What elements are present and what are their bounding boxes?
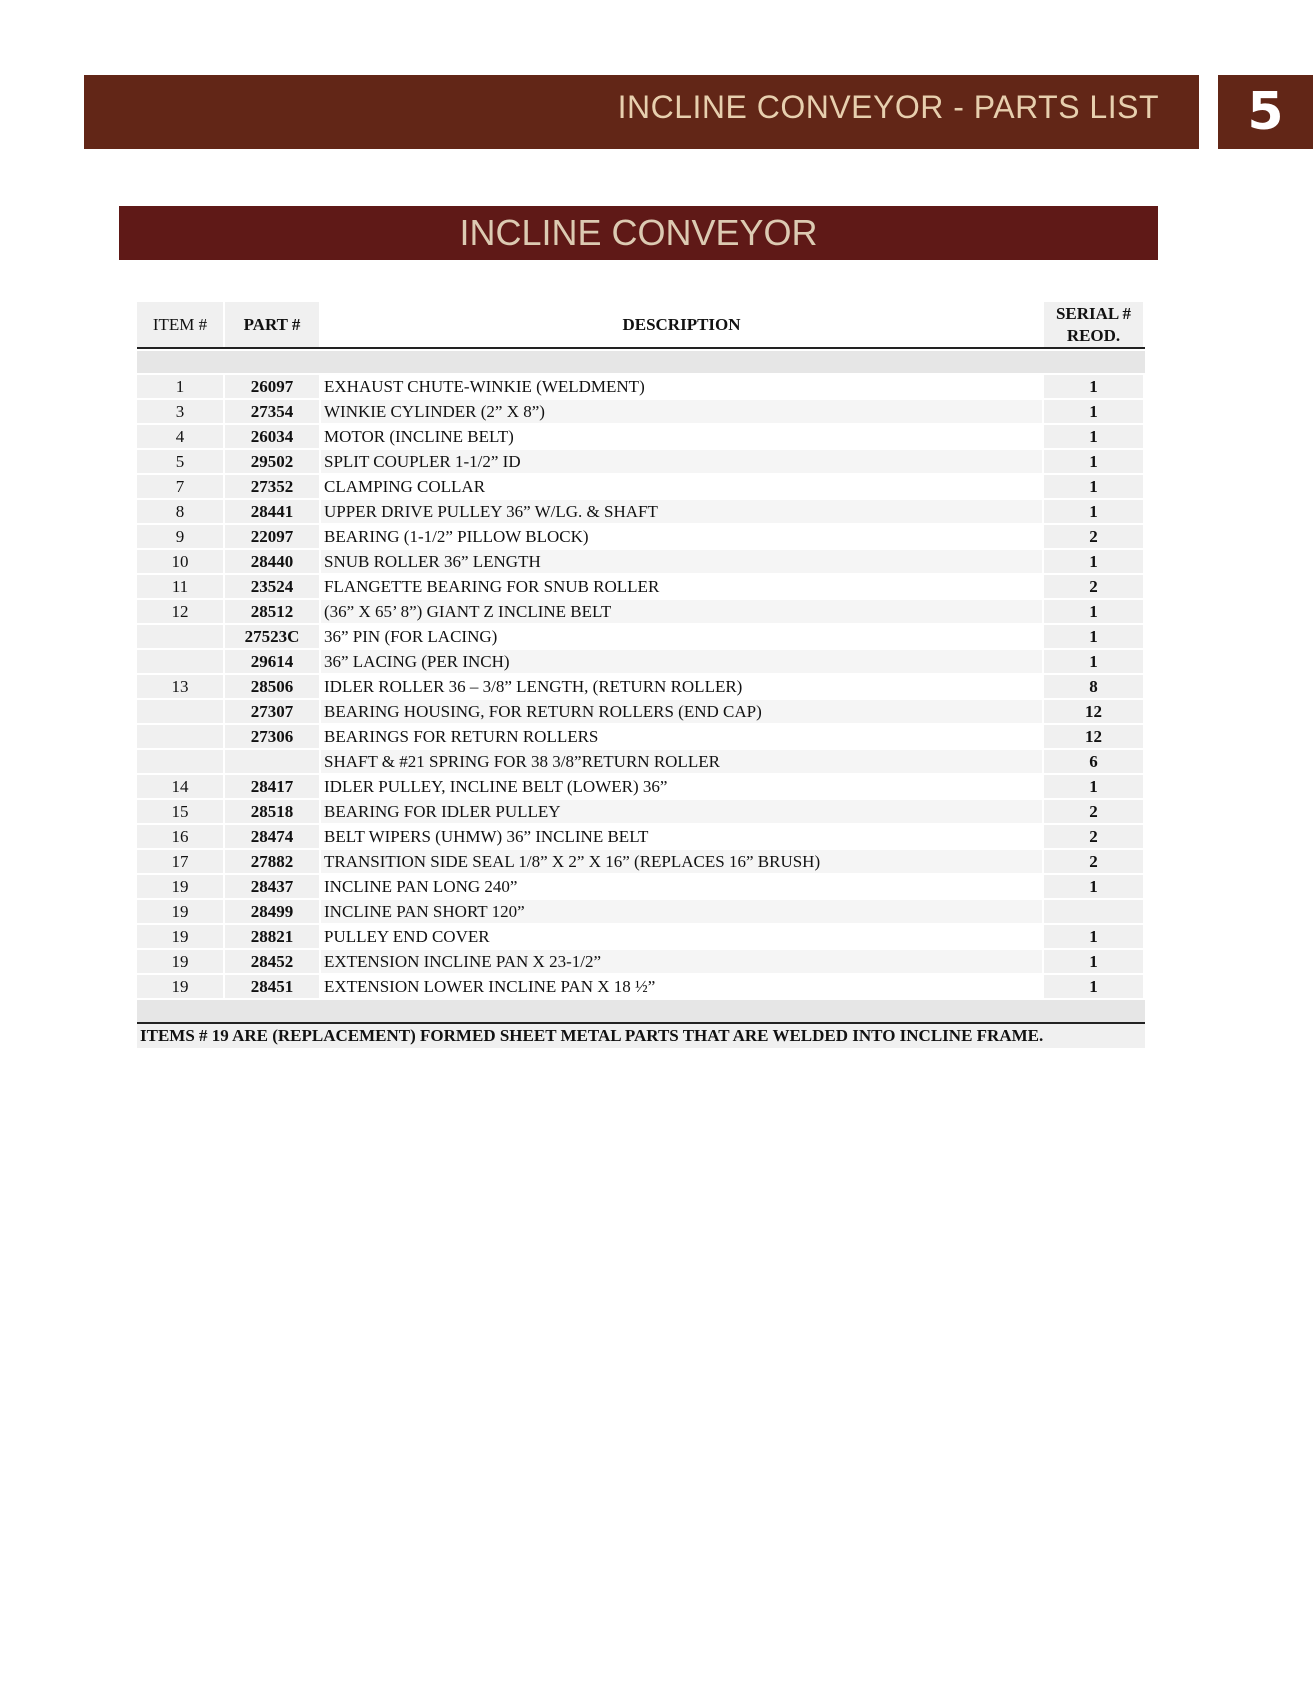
table-spacer-bottom bbox=[137, 1000, 1145, 1024]
table-row bbox=[137, 375, 1145, 398]
header-bar bbox=[84, 75, 1199, 149]
cell-part: 28474 bbox=[225, 825, 319, 848]
cell-description: SNUB ROLLER 36” LENGTH bbox=[321, 550, 1042, 573]
table-row bbox=[137, 600, 1145, 623]
cell-item bbox=[137, 750, 223, 773]
cell-item: 9 bbox=[137, 525, 223, 548]
cell-description: SPLIT COUPLER 1-1/2” ID bbox=[321, 450, 1042, 473]
cell-item: 8 bbox=[137, 500, 223, 523]
cell-description: BEARING (1-1/2” PILLOW BLOCK) bbox=[321, 525, 1042, 548]
cell-item bbox=[137, 725, 223, 748]
table-row bbox=[137, 950, 1145, 973]
column-header-serial-line2: REOD. bbox=[1066, 325, 1121, 345]
cell-item: 7 bbox=[137, 475, 223, 498]
cell-item bbox=[137, 700, 223, 723]
cell-qty: 1 bbox=[1044, 425, 1143, 448]
table-row bbox=[137, 450, 1145, 473]
table-row bbox=[137, 475, 1145, 498]
cell-part: 27307 bbox=[225, 700, 319, 723]
cell-part: 27352 bbox=[225, 475, 319, 498]
table-row bbox=[137, 625, 1145, 648]
cell-description: 36” PIN (FOR LACING) bbox=[321, 625, 1042, 648]
cell-description: BEARINGS FOR RETURN ROLLERS bbox=[321, 725, 1042, 748]
cell-qty: 2 bbox=[1044, 525, 1143, 548]
cell-description: PULLEY END COVER bbox=[321, 925, 1042, 948]
cell-item: 15 bbox=[137, 800, 223, 823]
table-body bbox=[137, 375, 1145, 998]
cell-qty: 8 bbox=[1044, 675, 1143, 698]
table-row bbox=[137, 875, 1145, 898]
cell-qty: 2 bbox=[1044, 800, 1143, 823]
cell-item: 13 bbox=[137, 675, 223, 698]
table-row bbox=[137, 525, 1145, 548]
table-row bbox=[137, 975, 1145, 998]
cell-qty: 1 bbox=[1044, 875, 1143, 898]
table-row bbox=[137, 750, 1145, 773]
cell-qty: 12 bbox=[1044, 725, 1143, 748]
cell-description: FLANGETTE BEARING FOR SNUB ROLLER bbox=[321, 575, 1042, 598]
cell-part: 27306 bbox=[225, 725, 319, 748]
table-footnote: ITEMS # 19 ARE (REPLACEMENT) FORMED SHEET METAL PARTS THAT ARE WELDED INTO INCLINE FRAME. bbox=[137, 1024, 1145, 1048]
cell-part: 23524 bbox=[225, 575, 319, 598]
cell-part: 26034 bbox=[225, 425, 319, 448]
cell-item: 12 bbox=[137, 600, 223, 623]
page-title: INCLINE CONVEYOR - PARTS LIST bbox=[617, 89, 1159, 125]
table-row bbox=[137, 775, 1145, 798]
table-row bbox=[137, 925, 1145, 948]
cell-description: (36” X 65’ 8”) GIANT Z INCLINE BELT bbox=[321, 600, 1042, 623]
cell-qty: 1 bbox=[1044, 375, 1143, 398]
table-row bbox=[137, 575, 1145, 598]
cell-description: INCLINE PAN SHORT 120” bbox=[321, 900, 1042, 923]
column-header-part: PART # bbox=[225, 302, 319, 347]
cell-qty: 1 bbox=[1044, 500, 1143, 523]
cell-qty: 1 bbox=[1044, 450, 1143, 473]
table-row bbox=[137, 700, 1145, 723]
cell-item: 11 bbox=[137, 575, 223, 598]
cell-qty: 1 bbox=[1044, 550, 1143, 573]
table-row bbox=[137, 550, 1145, 573]
cell-part: 28821 bbox=[225, 925, 319, 948]
cell-qty: 2 bbox=[1044, 850, 1143, 873]
cell-item: 19 bbox=[137, 925, 223, 948]
cell-item: 14 bbox=[137, 775, 223, 798]
table-row bbox=[137, 650, 1145, 673]
cell-description: BELT WIPERS (UHMW) 36” INCLINE BELT bbox=[321, 825, 1042, 848]
table-row bbox=[137, 800, 1145, 823]
cell-item: 3 bbox=[137, 400, 223, 423]
cell-qty: 2 bbox=[1044, 825, 1143, 848]
cell-description: MOTOR (INCLINE BELT) bbox=[321, 425, 1042, 448]
cell-part: 28417 bbox=[225, 775, 319, 798]
table-row bbox=[137, 675, 1145, 698]
cell-part: 28451 bbox=[225, 975, 319, 998]
cell-part: 28512 bbox=[225, 600, 319, 623]
cell-qty: 1 bbox=[1044, 775, 1143, 798]
cell-description: SHAFT & #21 SPRING FOR 38 3/8”RETURN ROLLER bbox=[321, 750, 1042, 773]
cell-part: 28499 bbox=[225, 900, 319, 923]
table-row bbox=[137, 425, 1145, 448]
cell-part: 27523C bbox=[225, 625, 319, 648]
cell-qty: 1 bbox=[1044, 950, 1143, 973]
cell-part: 26097 bbox=[225, 375, 319, 398]
cell-item: 16 bbox=[137, 825, 223, 848]
cell-qty: 2 bbox=[1044, 575, 1143, 598]
cell-part: 28437 bbox=[225, 875, 319, 898]
cell-description: EXHAUST CHUTE-WINKIE (WELDMENT) bbox=[321, 375, 1042, 398]
cell-item: 10 bbox=[137, 550, 223, 573]
cell-qty: 1 bbox=[1044, 600, 1143, 623]
cell-qty bbox=[1044, 900, 1143, 923]
cell-description: TRANSITION SIDE SEAL 1/8” X 2” X 16” (REPLACES 16” BRUSH) bbox=[321, 850, 1042, 873]
cell-qty: 12 bbox=[1044, 700, 1143, 723]
parts-table bbox=[137, 302, 1145, 1048]
table-row bbox=[137, 725, 1145, 748]
table-header-row bbox=[137, 302, 1145, 349]
cell-item bbox=[137, 625, 223, 648]
cell-description: UPPER DRIVE PULLEY 36” W/LG. & SHAFT bbox=[321, 500, 1042, 523]
cell-description: IDLER PULLEY, INCLINE BELT (LOWER) 36” bbox=[321, 775, 1042, 798]
section-title: INCLINE CONVEYOR bbox=[119, 206, 1158, 260]
cell-description: BEARING FOR IDLER PULLEY bbox=[321, 800, 1042, 823]
cell-qty: 1 bbox=[1044, 400, 1143, 423]
column-header-serial-line1: SERIAL # bbox=[1055, 303, 1132, 323]
cell-description: IDLER ROLLER 36 – 3/8” LENGTH, (RETURN ROLLER) bbox=[321, 675, 1042, 698]
cell-description: BEARING HOUSING, FOR RETURN ROLLERS (END CAP) bbox=[321, 700, 1042, 723]
cell-description: 36” LACING (PER INCH) bbox=[321, 650, 1042, 673]
cell-qty: 1 bbox=[1044, 975, 1143, 998]
column-header-serial-qty bbox=[1044, 302, 1143, 347]
cell-description: INCLINE PAN LONG 240” bbox=[321, 875, 1042, 898]
cell-description: CLAMPING COLLAR bbox=[321, 475, 1042, 498]
cell-qty: 1 bbox=[1044, 925, 1143, 948]
cell-item: 19 bbox=[137, 900, 223, 923]
cell-part: 28441 bbox=[225, 500, 319, 523]
cell-description: WINKIE CYLINDER (2” X 8”) bbox=[321, 400, 1042, 423]
cell-description: EXTENSION LOWER INCLINE PAN X 18 ½” bbox=[321, 975, 1042, 998]
table-row bbox=[137, 900, 1145, 923]
column-header-item: ITEM # bbox=[137, 302, 223, 347]
cell-item bbox=[137, 650, 223, 673]
page-number-tab: 5 bbox=[1218, 75, 1313, 149]
cell-part: 28518 bbox=[225, 800, 319, 823]
cell-part: 27882 bbox=[225, 850, 319, 873]
cell-description: EXTENSION INCLINE PAN X 23-1/2” bbox=[321, 950, 1042, 973]
cell-item: 19 bbox=[137, 950, 223, 973]
cell-item: 4 bbox=[137, 425, 223, 448]
table-spacer-top bbox=[137, 351, 1145, 373]
table-row bbox=[137, 850, 1145, 873]
cell-part: 27354 bbox=[225, 400, 319, 423]
cell-part bbox=[225, 750, 319, 773]
cell-part: 29614 bbox=[225, 650, 319, 673]
cell-item: 17 bbox=[137, 850, 223, 873]
cell-item: 19 bbox=[137, 975, 223, 998]
cell-part: 22097 bbox=[225, 525, 319, 548]
cell-part: 28506 bbox=[225, 675, 319, 698]
cell-part: 29502 bbox=[225, 450, 319, 473]
cell-part: 28452 bbox=[225, 950, 319, 973]
column-header-description: DESCRIPTION bbox=[321, 302, 1042, 347]
table-row bbox=[137, 500, 1145, 523]
cell-qty: 1 bbox=[1044, 650, 1143, 673]
table-row bbox=[137, 825, 1145, 848]
cell-item: 5 bbox=[137, 450, 223, 473]
cell-qty: 1 bbox=[1044, 625, 1143, 648]
cell-qty: 6 bbox=[1044, 750, 1143, 773]
cell-item: 1 bbox=[137, 375, 223, 398]
cell-item: 19 bbox=[137, 875, 223, 898]
cell-part: 28440 bbox=[225, 550, 319, 573]
cell-qty: 1 bbox=[1044, 475, 1143, 498]
table-row bbox=[137, 400, 1145, 423]
